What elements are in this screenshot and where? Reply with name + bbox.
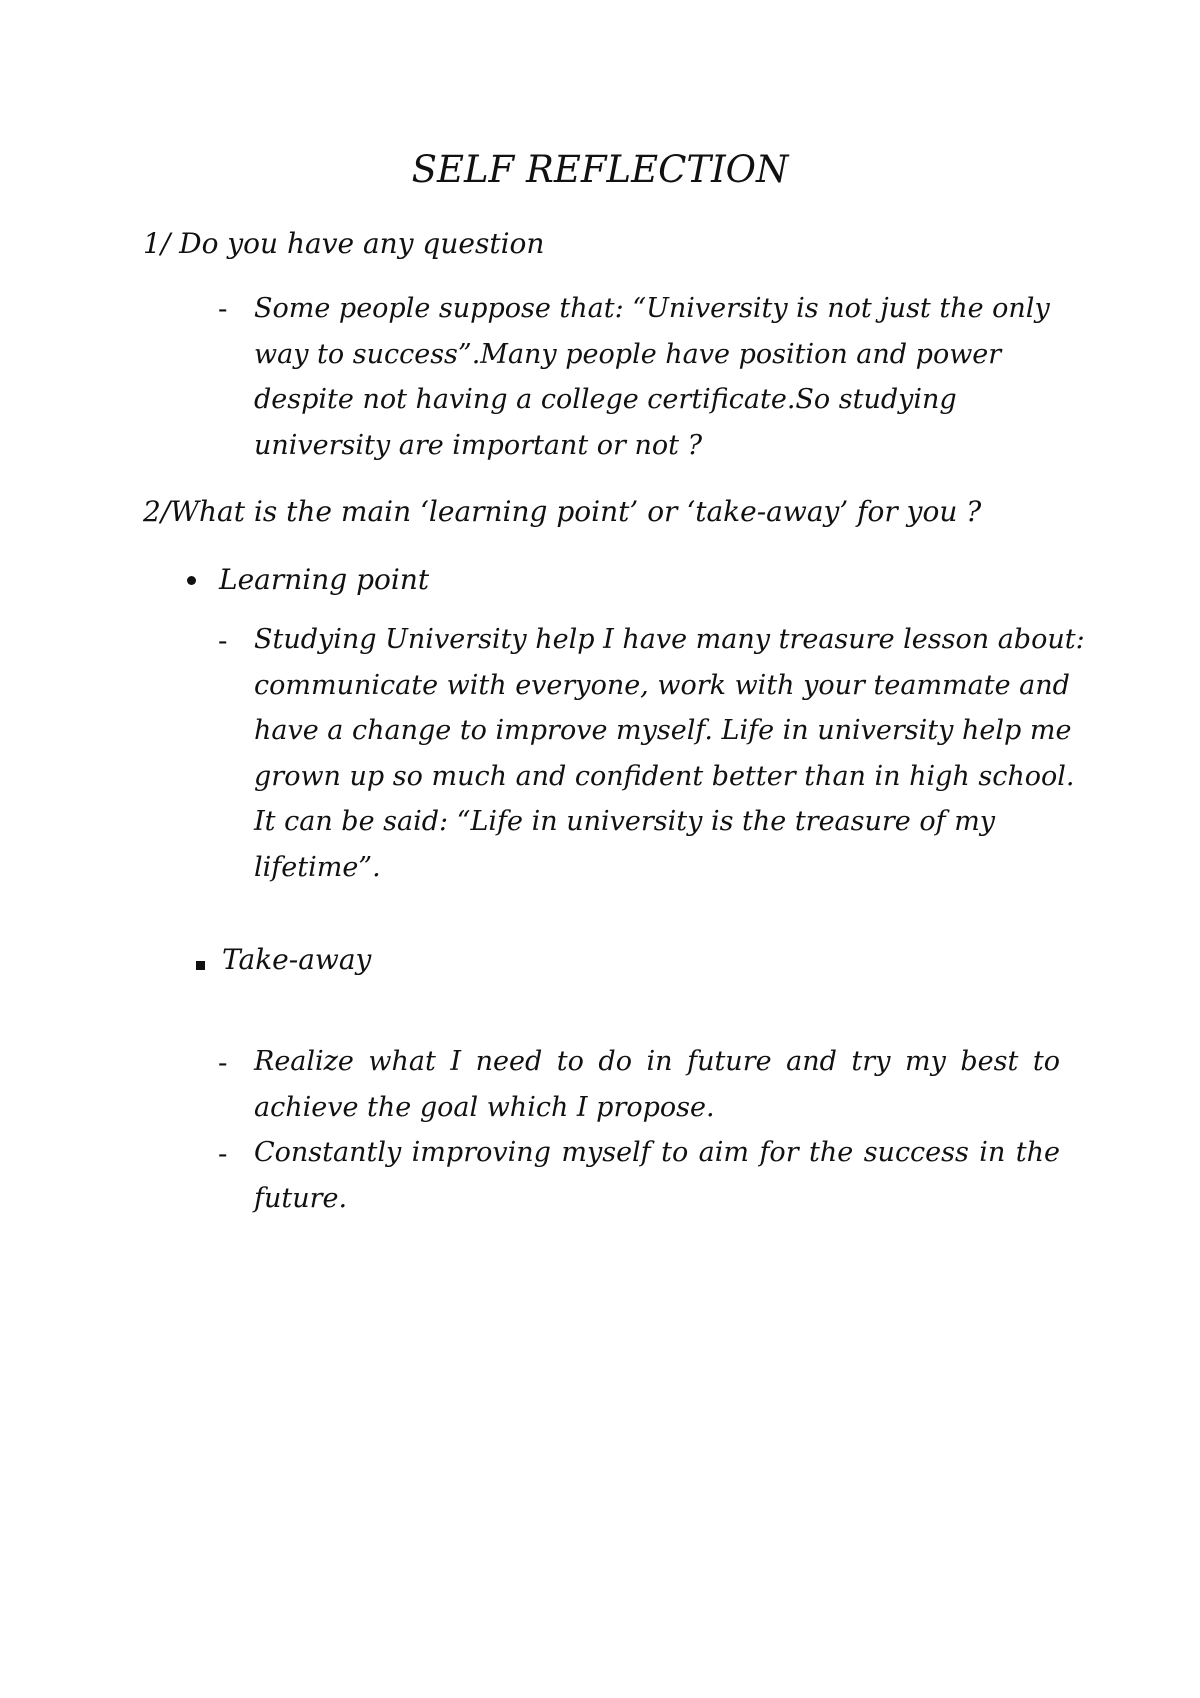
dash-marker: - bbox=[218, 1046, 228, 1079]
answer-line: despite not having a college certificate.So studying bbox=[254, 384, 957, 415]
take-away-label: Take-away bbox=[222, 943, 372, 976]
answer-line: Some people suppose that: “University is not just the only bbox=[254, 293, 1050, 324]
dash-marker: - bbox=[218, 292, 228, 325]
take-away-text: Realize what I need to do in future and try my best to achieve the goal which I propose. bbox=[254, 1046, 1060, 1123]
answer-line: have a change to improve myself. Life in university help me bbox=[254, 715, 1072, 746]
learning-point-label: Learning point bbox=[219, 563, 430, 596]
question-1-answer bbox=[254, 286, 1060, 468]
learning-point-text bbox=[254, 617, 1085, 890]
answer-line: grown up so much and confident better than in high school. bbox=[254, 760, 1075, 792]
answer-line: communicate with everyone, work with your teammate and bbox=[254, 669, 1070, 701]
answer-line: It can be said: “Life in university is the treasure of my bbox=[254, 806, 996, 837]
question-2-heading: 2/What is the main ‘learning point’ or ‘take-away’ for you ? bbox=[143, 495, 982, 528]
bullet-square-icon bbox=[196, 961, 205, 970]
dash-marker: - bbox=[218, 1137, 228, 1170]
answer-line: way to success”.Many people have position and power bbox=[254, 338, 1002, 370]
take-away-text: Constantly improving myself to aim for the success in the future. bbox=[254, 1137, 1060, 1214]
take-away-item bbox=[254, 1130, 1060, 1221]
page-title: SELF REFLECTION bbox=[411, 148, 789, 191]
dash-marker: - bbox=[218, 624, 228, 657]
answer-line: lifetime”. bbox=[254, 851, 381, 883]
question-1-heading: 1/ Do you have any question bbox=[143, 227, 545, 260]
answer-line: Studying University help I have many treasure lesson about: bbox=[254, 624, 1085, 655]
answer-line: university are important or not ? bbox=[254, 429, 703, 461]
bullet-dot-icon bbox=[187, 576, 196, 585]
take-away-item bbox=[254, 1039, 1060, 1130]
